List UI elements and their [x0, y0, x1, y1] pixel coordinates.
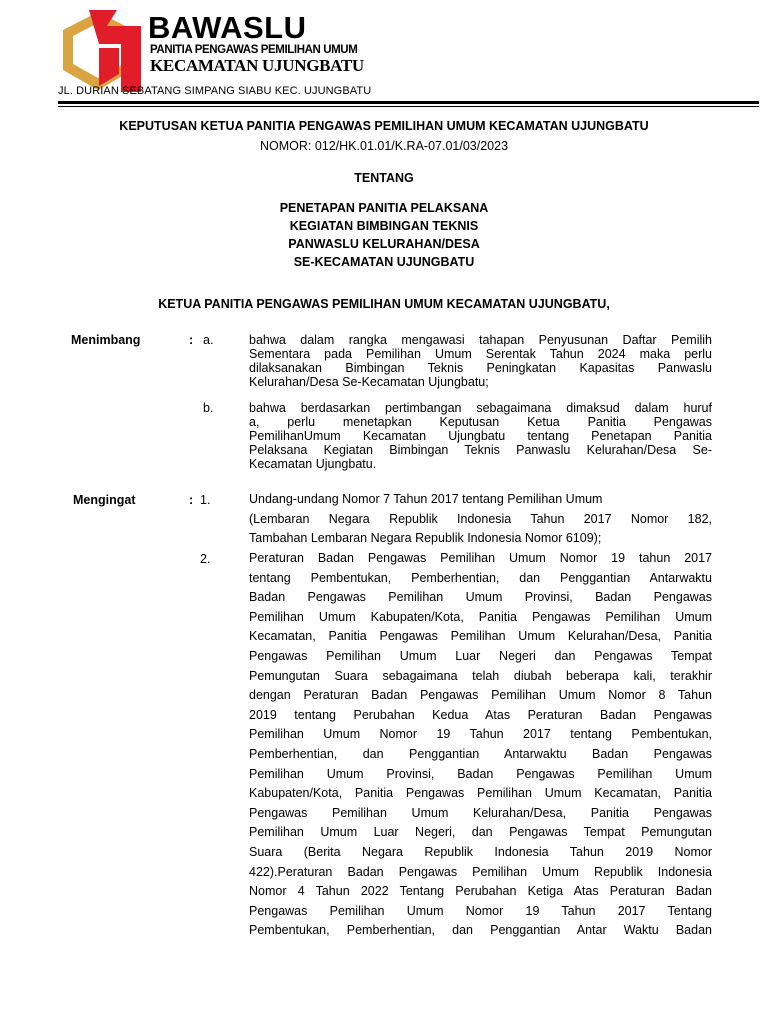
mengingat-marker-1: 1. [200, 493, 211, 507]
decree-number: NOMOR: 012/HK.01.01/K.RA-07.01/03/2023 [259, 139, 509, 153]
header-rule-thin [58, 106, 759, 107]
mengingat-label: Mengingat [73, 493, 136, 507]
text-line: Pengawas Pemilihan Umum Nomor 19 Tahun 2017 Tentang [249, 903, 712, 918]
text-line: tentang Pembentukan, Pemberhentian, dan Penggantian Antarwaktu [249, 570, 712, 585]
mengingat-marker-2: 2. [200, 552, 211, 566]
text-line: Pemberhentian, dan Penggantian Antarwaktu Badan Pengawas [249, 746, 712, 761]
text-line: Pelaksana Kegiatan Bimbingan Teknis Panwaslu Kelurahan/Desa Se- [249, 443, 712, 457]
header-rule [58, 101, 759, 104]
org-subtitle: PANITIA PENGAWAS PEMILIHAN UMUM [150, 44, 358, 56]
text-line: Pembentukan, Pemberhentian, dan Penggantian Antar Waktu Badan [249, 923, 712, 938]
mengingat-colon: : [189, 493, 194, 507]
text-line: Pengawas Pemilihan Umum Luar Negeri dan Pengawas Tempat [249, 648, 712, 663]
text-line: Pemilihan Umum Provinsi, Badan Pengawas Pemilihan Umum [249, 766, 712, 781]
text-line: Kabupaten/Kota, Panitia Pengawas Pemilihan Umum Kecamatan, Panitia [249, 786, 712, 801]
text-line: 2019 tentang Perubahan Kedua Atas Peraturan Badan Pengawas [249, 707, 712, 722]
letterhead [0, 0, 768, 110]
issuer-line: KETUA PANITIA PENGAWAS PEMILIHAN UMUM KECAMATAN UJUNGBATU, [158, 297, 610, 311]
text-line: Suara (Berita Negara Republik Indonesia Tahun 2019 Nomor [249, 844, 712, 859]
text-line: Kecamatan, Panitia Pengawas Pemilihan Umum Kelurahan/Desa, Panitia [249, 629, 712, 644]
menimbang-item-a [249, 333, 712, 389]
org-name: BAWASLU [148, 10, 307, 45]
org-district: KECAMATAN UJUNGBATU [150, 56, 364, 75]
text-line: dengan Peraturan Badan Pengawas Pemilihan Umum Nomor 8 Tahun [249, 688, 712, 703]
text-line: Sementara pada Pemilihan Umum Serentak Tahun 2024 maka perlu [249, 347, 712, 361]
text-line: PemilihanUmum Kecamatan Ujungbatu tentang Penetapan Panitia [249, 429, 712, 443]
menimbang-item-b [249, 401, 712, 471]
text-line: bahwa dalam rangka mengawasi tahapan Penyusunan Daftar Pemilih [249, 333, 712, 347]
text-line: Nomor 4 Tahun 2022 Tentang Perubahan Ketiga Atas Peraturan Badan [249, 884, 712, 899]
text-line: Kecamatan Ujungbatu. [249, 457, 377, 471]
text-line: Pemilihan Umum Nomor 19 Tahun 2017 tentang Pembentukan, [249, 727, 712, 742]
menimbang-marker-a: a. [203, 333, 214, 347]
menimbang-colon: : [189, 333, 194, 347]
bawaslu-logo-icon [55, 8, 141, 92]
text-line: Kelurahan/Desa Se-Kecamatan Ujungbatu; [249, 375, 489, 389]
text-line: Badan Pengawas Pemilihan Umum Provinsi, Badan Pengawas [249, 590, 712, 605]
tentang-heading: TENTANG [354, 171, 414, 185]
text-line: Peraturan Badan Pengawas Pemilihan Umum Nomor 19 tahun 2017 [249, 551, 712, 565]
menimbang-label: Menimbang [71, 333, 141, 347]
subject-line: PANWASLU KELURAHAN/DESA [288, 237, 480, 251]
mengingat-item-2 [249, 549, 712, 941]
address: JL. DURIAN SEBATANG SIMPANG SIABU KEC. UJUNGBATU [58, 85, 372, 97]
text-line: dilaksanakan Bimbingan Teknis Peningkatan Kapasitas Panwaslu [249, 361, 712, 375]
text-line: a, perlu menetapkan Keputusan Ketua Panitia Pengawas [249, 415, 712, 429]
subject-line: SE-KECAMATAN UJUNGBATU [293, 255, 475, 269]
text-line: Tambahan Lembaran Negara Republik Indonesia Nomor 6109); [249, 531, 602, 546]
menimbang-marker-b: b. [203, 401, 214, 415]
text-line: Undang-undang Nomor 7 Tahun 2017 tentang Pemilihan Umum [249, 492, 603, 506]
text-line: bahwa berdasarkan pertimbangan sebagaimana dimaksud dalam huruf [249, 401, 712, 415]
mengingat-item-1 [249, 490, 712, 549]
text-line: Pemungutan Suara sebagaimana telah diubah beberapa kali, terakhir [249, 668, 712, 683]
text-line: Pemilihan Umum Kabupaten/Kota, Panitia Pengawas Pemilihan Umum [249, 609, 712, 624]
decree-title: KEPUTUSAN KETUA PANITIA PENGAWAS PEMILIHAN UMUM KECAMATAN UJUNGBATU [119, 119, 649, 133]
subject-line: KEGIATAN BIMBINGAN TEKNIS [289, 219, 479, 233]
text-line: Pemilihan Umum Luar Negeri, dan Pengawas Tempat Pemungutan [249, 825, 712, 840]
subject-line: PENETAPAN PANITIA PELAKSANA [279, 201, 489, 215]
text-line: Pengawas Pemilihan Umum Kelurahan/Desa, Panitia Pengawas [249, 805, 712, 820]
text-line: (Lembaran Negara Republik Indonesia Tahun 2017 Nomor 182, [249, 511, 712, 526]
text-line: 422).Peraturan Badan Pengawas Pemilihan Umum Republik Indonesia [249, 864, 712, 879]
